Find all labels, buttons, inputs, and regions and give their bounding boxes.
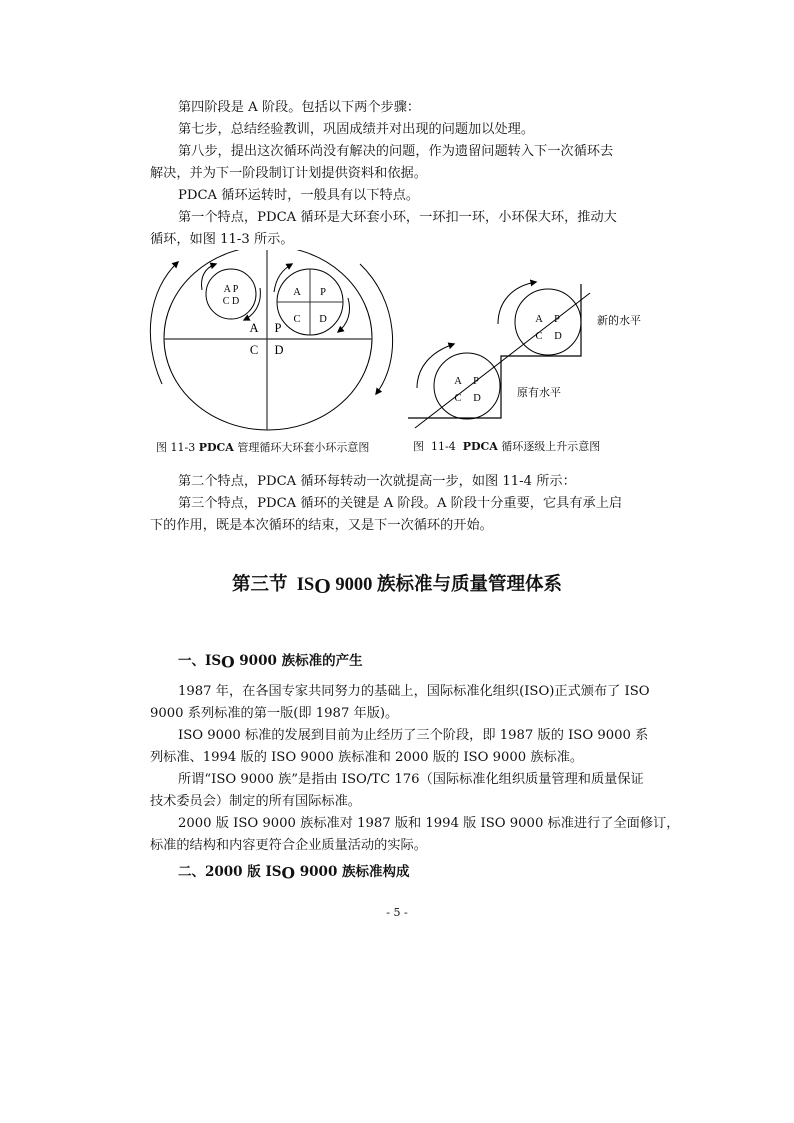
small-left-label-ap: A P — [223, 284, 239, 295]
subsection-o: O — [221, 652, 235, 672]
text-line: 第二个特点，PDCA 循环每转动一次就提高一步，如图 11-4 所示： — [178, 474, 576, 489]
lower-label-a: A — [454, 376, 462, 387]
text-line: 第三个特点，PDCA 循环的关键是 A 阶段。A 阶段十分重要，它具有承上启 — [178, 496, 623, 511]
big-label-a: A — [249, 321, 259, 335]
small-right-arrow-1 — [274, 264, 292, 292]
text-line: 第七步，总结经验教训，巩固成绩并对出现的问题加以处理。 — [178, 122, 535, 137]
text-line: PDCA 循环运转时，一般具有以下特点。 — [178, 188, 420, 203]
big-label-c: C — [249, 343, 259, 357]
outer-arrow-right — [360, 264, 393, 394]
text-line: 解决，并为下一阶段制订计划提供资料和依据。 — [150, 166, 427, 181]
section-title-pre: 第三节 IS — [231, 575, 315, 595]
small-left-arrow-2 — [244, 288, 260, 320]
big-label-p: P — [274, 321, 282, 335]
upper-cycle — [515, 289, 581, 355]
text-line: 9000 系列标准的第一版(即 1987 年版)。 — [150, 706, 399, 721]
caption-rest: 管理循环大环套小环示意图 — [233, 441, 370, 454]
subsection-heading-1 — [178, 649, 363, 671]
subsection-post: 9000 族标准构成 — [295, 864, 410, 880]
text-line: 循环，如图 11-3 所示。 — [150, 232, 294, 247]
old-level-label: 原有水平 — [517, 387, 561, 399]
subsection-pre: 一、IS — [178, 653, 222, 669]
small-right-label-p: P — [320, 287, 326, 298]
figure-11-4-caption — [413, 438, 600, 454]
big-label-d: D — [274, 343, 284, 357]
page-number: - 5 - — [386, 906, 408, 919]
small-left-arrow-1 — [202, 264, 216, 290]
subsection-o: O — [281, 863, 296, 883]
caption-rest: 循环逐级上升示意图 — [497, 440, 601, 453]
outer-arrow-left — [150, 262, 178, 384]
small-right-label-c: C — [293, 314, 301, 325]
caption-prefix: 图 11-3 — [156, 441, 199, 454]
small-right-arrow-2 — [338, 298, 350, 332]
text-line: 1987 年，在各国专家共同努力的基础上，国际标准化组织(ISO)正式颁布了 ISO — [178, 684, 650, 699]
big-cycle — [164, 250, 372, 430]
lower-label-p: P — [473, 376, 479, 387]
upper-arrow — [498, 282, 536, 324]
small-left-label-cd: C D — [222, 296, 240, 307]
lower-label-d: D — [473, 393, 481, 404]
caption-prefix: 图 11-4 — [413, 440, 463, 453]
text-line: 列标准、1994 版的 ISO 9000 族标准和 2000 版的 ISO 9000 族标准。 — [150, 750, 584, 765]
upper-label-c: C — [535, 331, 543, 342]
figure-11-4 — [400, 260, 670, 435]
small-right-label-d: D — [319, 314, 327, 325]
figure-11-3-caption — [156, 439, 369, 455]
text-line: 技术委员会）制定的所有国际标准。 — [150, 794, 361, 809]
lower-arrow — [417, 344, 454, 388]
section-title-post: 9000 族标准与质量管理体系 — [330, 575, 563, 595]
lower-cycle — [434, 353, 500, 419]
subsection-pre: 二、2000 版 IS — [178, 864, 282, 880]
text-line: 所谓“ISO 9000 族”是指由 ISO/TC 176（国际标准化组织质量管理和质量保证 — [178, 772, 644, 787]
section-title — [0, 570, 794, 599]
figure-11-3 — [140, 250, 410, 440]
text-line: 标准的结构和内容更符合企业质量活动的实际。 — [150, 838, 427, 853]
text-line: 第八步，提出这次循环尚没有解决的问题，作为遗留问题转入下一次循环去 — [178, 144, 614, 159]
upper-label-p: P — [554, 314, 560, 325]
new-level-label: 新的水平 — [597, 315, 641, 327]
rise-line — [415, 293, 590, 428]
text-line: 下的作用，既是本次循环的结束，又是下一次循环的开始。 — [150, 518, 493, 533]
small-right-label-a: A — [293, 287, 301, 298]
caption-bold: PDCA — [198, 441, 234, 454]
text-line: ISO 9000 标准的发展到目前为止经历了三个阶段，即 1987 版的 ISO 9000 系 — [178, 728, 649, 743]
subsection-heading-2 — [178, 860, 410, 882]
text-line: 第一个特点，PDCA 循环是大环套小环，一环扣一环，小环保大环，推动大 — [178, 210, 617, 225]
text-line: 2000 版 ISO 9000 族标准对 1987 版和 1994 版 ISO 9000 标准进行了全面修订， — [178, 816, 680, 831]
section-title-o: O — [314, 574, 331, 599]
upper-label-d: D — [554, 331, 562, 342]
caption-bold: PDCA — [462, 440, 498, 453]
lower-label-c: C — [454, 393, 462, 404]
subsection-post: 9000 族标准的产生 — [234, 653, 363, 669]
text-line: 第四阶段是 A 阶段。包括以下两个步骤： — [178, 100, 421, 115]
upper-label-a: A — [535, 314, 543, 325]
